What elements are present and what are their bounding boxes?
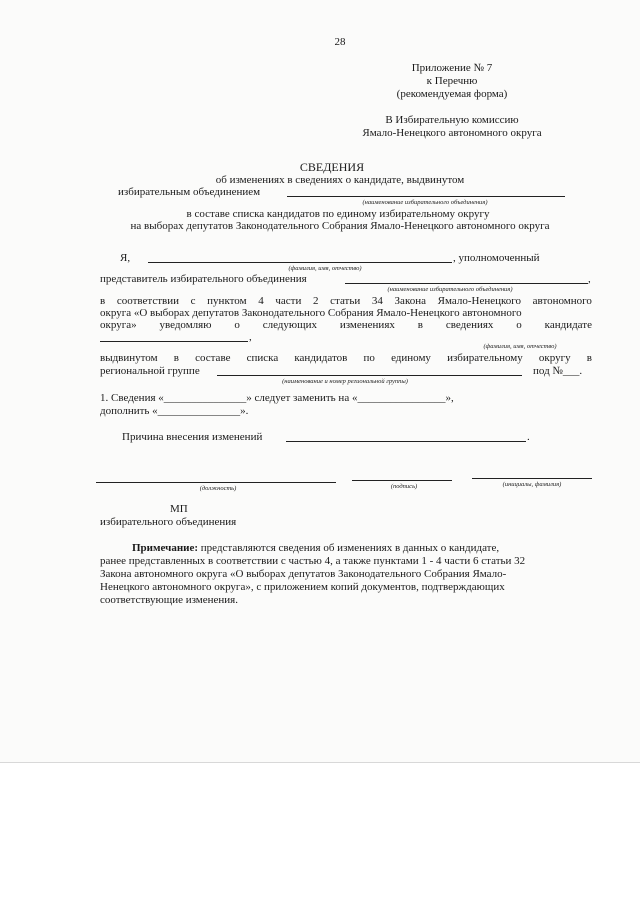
regional-group-field[interactable] <box>217 375 522 376</box>
paragraph-line-1: в соответствии с пунктом 4 части 2 статьи 34 Закона Ямало-Ненецкого автономного <box>100 295 592 307</box>
note-line-2: ранее представленных в соответствии с частью 4, а также пунктами 1 - 4 части 6 статьи 32 <box>100 555 526 567</box>
signature-field[interactable] <box>352 480 452 481</box>
note-line-5: соответствующие изменения. <box>100 594 238 606</box>
hint-signature: (подпись) <box>390 483 418 490</box>
addressee-line-2: Ямало-Ненецкого автономного округа <box>362 127 542 139</box>
comma-1: , <box>588 273 591 285</box>
candidate-fio-field-a[interactable] <box>100 341 248 342</box>
note-line-4: Ненецкого автономного округа», с приложением копий документов, подтверждающих <box>100 581 505 593</box>
association-name-field[interactable] <box>287 196 565 197</box>
title-line-3: в составе списка кандидатов по единому избирательному округу <box>186 208 490 220</box>
addressee-line-1: В Избирательную комиссию <box>385 114 519 126</box>
appendix-label: Приложение № 7 <box>411 62 493 74</box>
comma-2: , <box>249 331 252 343</box>
under-number-text: под №___. <box>533 365 583 377</box>
nominated-line: выдвинутом в составе списка кандидатов по единому избирательному округу в <box>100 352 592 364</box>
initials-field[interactable] <box>472 478 592 479</box>
i-prefix: Я, <box>120 252 131 264</box>
hint-group: (наименование и номер региональной группы) <box>282 378 408 385</box>
hint-fio-2: (фамилия, имя, отчество) <box>483 343 557 350</box>
representative-text: представитель избирательного объединения <box>100 273 307 285</box>
title-line-4: на выборах депутатов Законодательного Собрания Ямало-Ненецкого автономного округа <box>130 220 550 232</box>
authorized-text: , уполномоченный <box>453 252 540 264</box>
note-label: Примечание: <box>132 542 199 554</box>
hint-association-2: (наименование избирательного объединения) <box>387 286 513 293</box>
reason-end: . <box>527 431 530 443</box>
hint-association-1: (наименование избирательного объединения) <box>362 199 488 206</box>
stamp-mp: МП <box>170 503 188 515</box>
note-line-3: Закона автономного округа «О выборах депутатов Законодательного Собрания Ямало- <box>100 568 507 580</box>
title-line-2: избирательным объединением <box>118 186 261 198</box>
item-1-replace: 1. Сведения «_______________» следует заменить на «________________», <box>100 392 454 404</box>
stamp-association: избирательного объединения <box>100 516 237 528</box>
note-line-1: Примечание: представляются сведения об изменениях в данных о кандидате, <box>132 542 500 554</box>
hint-fio-1: (фамилия, имя, отчество) <box>288 265 362 272</box>
page-number: 28 <box>334 36 346 48</box>
paragraph-line-2: округа «О выборах депутатов Законодательного Собрания Ямало-Ненецкого автономного <box>100 307 522 319</box>
regional-group-text: региональной группе <box>100 365 200 377</box>
recommended-form-label: (рекомендуемая форма) <box>396 88 508 100</box>
title-line-1: об изменениях в сведениях о кандидате, выдвинутом <box>215 174 465 186</box>
reason-field[interactable] <box>286 441 526 442</box>
reason-label: Причина внесения изменений <box>122 431 263 443</box>
item-1-add: дополнить «_______________». <box>100 405 249 417</box>
association-name-field-2[interactable] <box>345 283 588 284</box>
hint-initials: (инициалы, фамилия) <box>502 481 562 488</box>
document-title: СВЕДЕНИЯ <box>299 160 365 174</box>
fio-field[interactable] <box>148 262 452 263</box>
to-list-label: к Перечню <box>426 75 478 87</box>
paragraph-line-3: округа» уведомляю о следующих изменениях в сведениях о кандидате <box>100 319 592 331</box>
hint-position: (должность) <box>199 485 237 492</box>
position-field[interactable] <box>96 482 336 483</box>
